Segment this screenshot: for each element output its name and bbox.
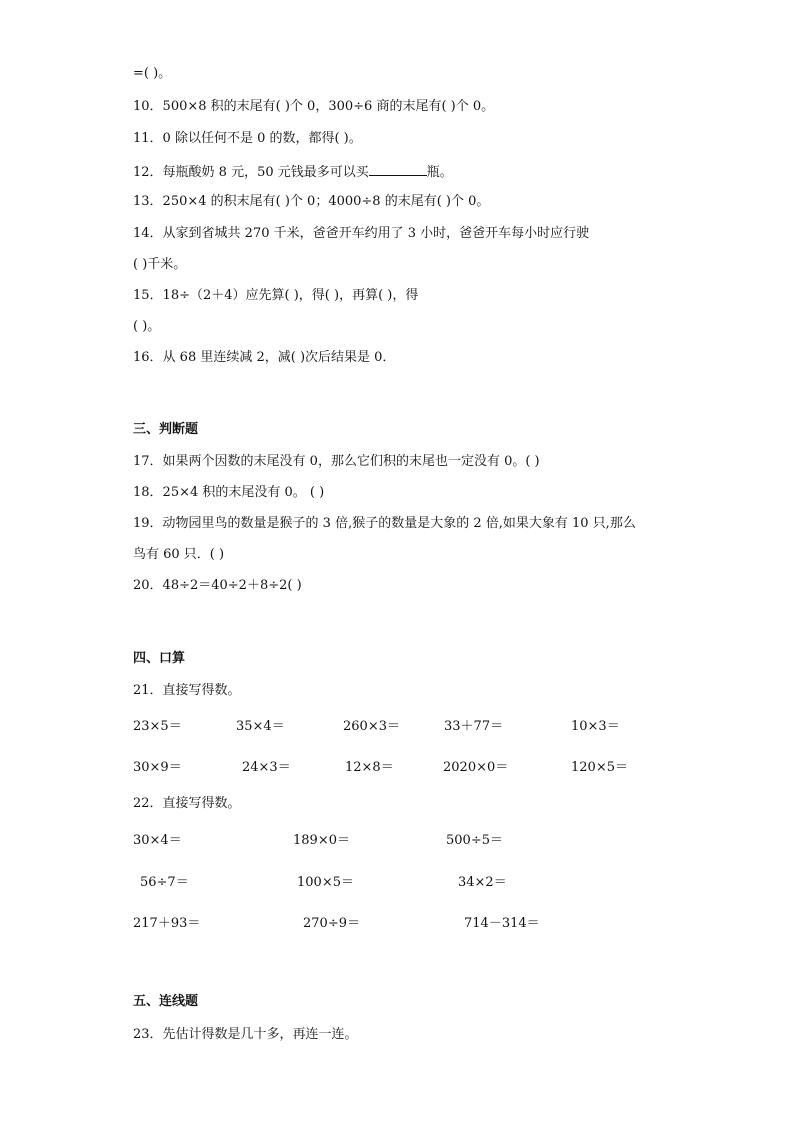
calc-item: 120×5＝ — [571, 760, 628, 775]
question-12-suffix: 瓶。 — [426, 165, 453, 180]
section-heading-mental-math: 四、口算 — [133, 651, 186, 666]
calc-item: 714－314＝ — [464, 916, 540, 931]
question-13: 13．250×4 的积末尾有( )个 0；4000÷8 的末尾有( )个 0。 — [133, 194, 490, 209]
calc-item: 10×3＝ — [571, 719, 620, 734]
calc-item: 12×8＝ — [345, 760, 394, 775]
calc-item: 33＋77＝ — [444, 719, 504, 734]
question-15: 15．18÷（2＋4）应先算( )，得( )，再算( )，得 — [133, 288, 419, 303]
calc-item: 2020×0＝ — [443, 760, 509, 775]
question-14-cont: ( )千米。 — [133, 257, 187, 272]
section-heading-judgement: 三、判断题 — [133, 422, 199, 437]
calc-item: 500÷5＝ — [446, 833, 503, 848]
question-12 — [133, 163, 453, 181]
question-10: 10．500×8 积的末尾有( )个 0，300÷6 商的末尾有( )个 0。 — [133, 99, 495, 114]
question-19-cont: 鸟有 60 只．( ) — [133, 547, 225, 562]
question-15-cont: ( )。 — [133, 319, 161, 334]
question-11: 11．0 除以任何不是 0 的数，都得( )。 — [133, 131, 362, 146]
question-18: 18．25×4 积的末尾没有 0。 ( ) — [133, 485, 325, 500]
calc-item: 270÷9＝ — [303, 916, 360, 931]
question-23: 23．先估计得数是几十多，再连一连。 — [133, 1027, 358, 1042]
calc-item: 189×0＝ — [293, 833, 350, 848]
section-heading-matching: 五、连线题 — [133, 994, 199, 1009]
question-16: 16．从 68 里连续减 2，减( )次后结果是 0． — [133, 350, 396, 365]
calc-item: 34×2＝ — [458, 875, 507, 890]
question-9-tail: =( )。 — [133, 66, 172, 81]
calc-item: 35×4＝ — [236, 719, 285, 734]
question-20: 20．48÷2＝40÷2＋8÷2( ) — [133, 578, 302, 593]
question-19: 19．动物园里鸟的数量是猴子的 3 倍,猴子的数量是大象的 2 倍,如果大象有 10 只,那么 — [133, 516, 636, 531]
question-21: 21．直接写得数。 — [133, 683, 241, 698]
question-17: 17．如果两个因数的末尾没有 0，那么它们积的末尾也一定没有 0。( ) — [133, 454, 540, 469]
question-22: 22．直接写得数。 — [133, 796, 241, 811]
calc-item: 30×9＝ — [133, 760, 182, 775]
question-12-text: 12．每瓶酸奶 8 元，50 元钱最多可以买 — [133, 165, 369, 180]
calc-item: 100×5＝ — [297, 875, 354, 890]
calc-item: 217＋93＝ — [133, 916, 201, 931]
question-14: 14．从家到省城共 270 千米，爸爸开车约用了 3 小时，爸爸开车每小时应行驶 — [133, 226, 590, 241]
calc-item: 56÷7＝ — [140, 875, 189, 890]
calc-item: 24×3＝ — [242, 760, 291, 775]
calc-item: 260×3＝ — [343, 719, 400, 734]
calc-item: 23×5＝ — [133, 719, 182, 734]
answer-blank[interactable] — [369, 163, 427, 176]
calc-item: 30×4＝ — [133, 833, 182, 848]
